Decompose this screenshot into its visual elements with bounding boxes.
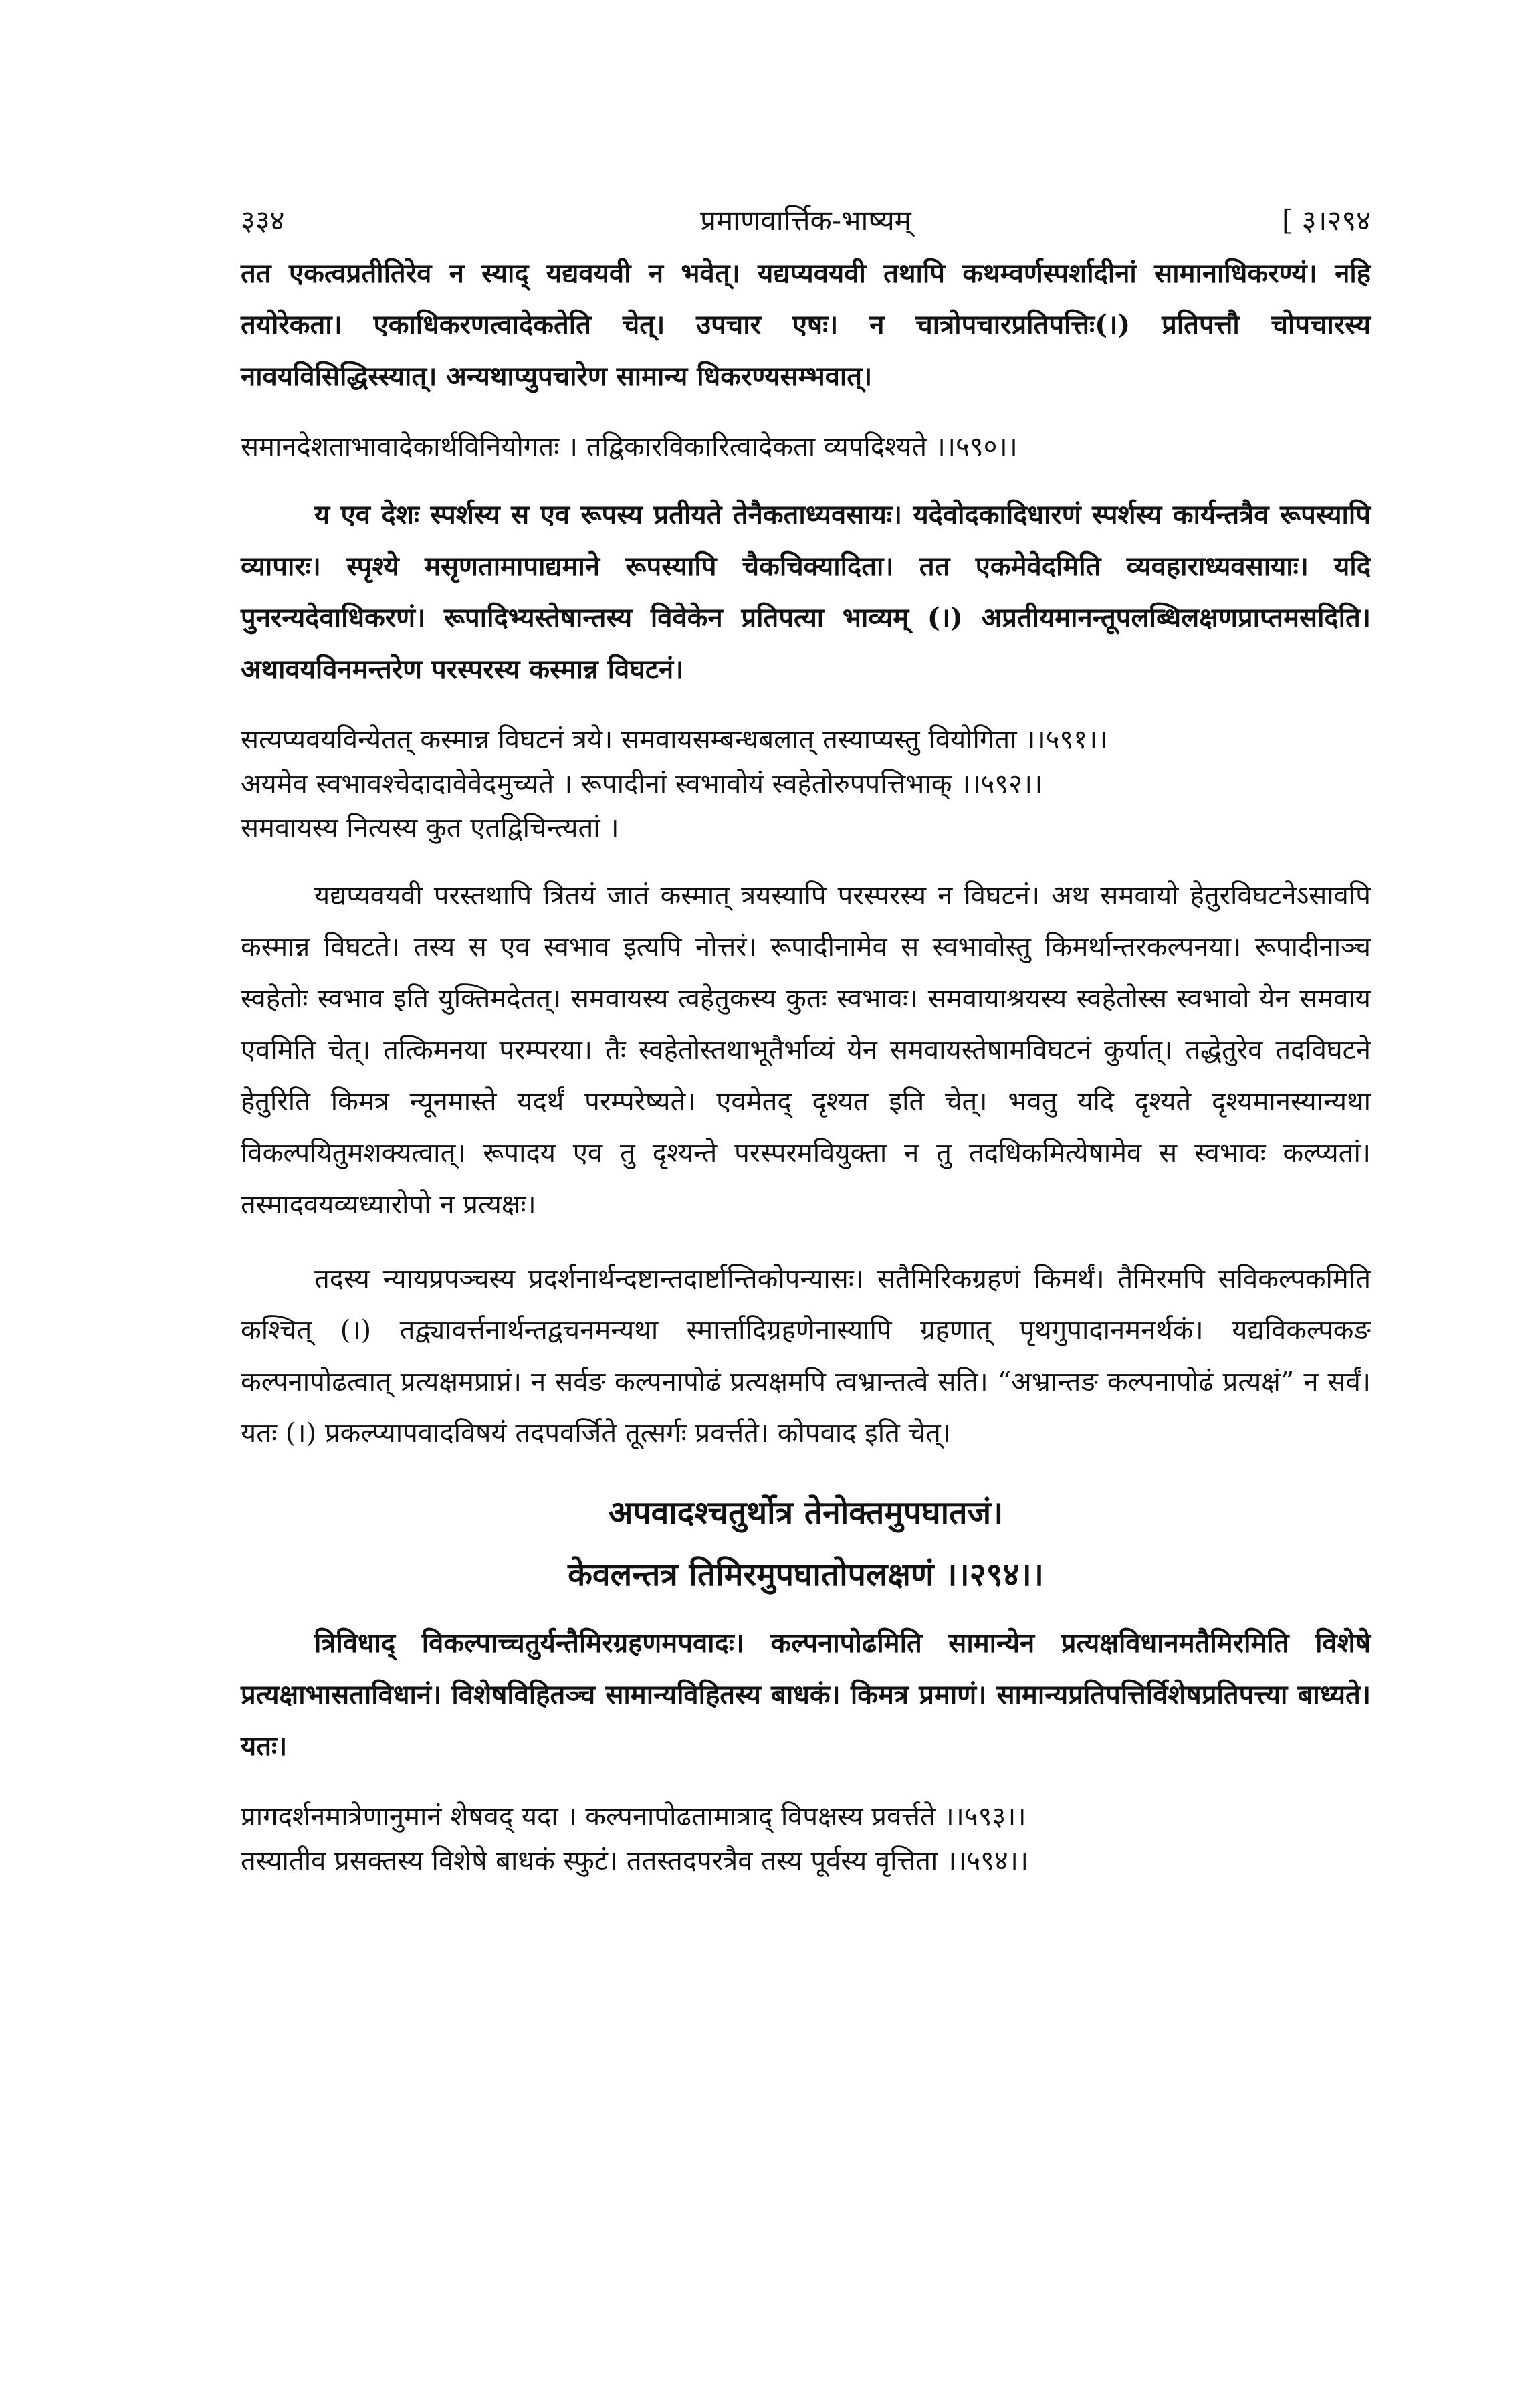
karika-line: प्रागदर्शनमात्रेणानुमानं शेषवद् यदा । कल्पनापोढतामात्राद् विपक्षस्य प्रवर्त्तते ।।५९३।। — [241, 1801, 1026, 1832]
commentary-paragraph: यद्यप्यवयवी परस्तथापि त्रितयं जातं कस्मात् त्रयस्यापि परस्परस्य न विघटनं। अथ समवायो हेतुरविघटनेऽसावपि कस्मान्न विघटते। तस्य स एव स्वभाव इत्यपि नोत्तरं। रूपादीनामेव स स्वभावोस्तु किमर्थान्तरकल्पनया। रूपादीनाञ्च स्वहेतोः स्वभाव इति युक्तिमदेतत्। समवायस्य त्वहेतुकस्य कुतः स्वभावः। समवायाश्रयस्य स्वहेतोस्स स्वभावो येन समवाय एवमिति चेत्। तत्किमनया परम्परया। तैः स्वहेतोस्तथाभूतैर्भाव्यं येन समवायस्तेषामविघटनं कुर्यात्। तद्धेतुरेव तदविघटने हेतुरिति किमत्र न्यूनमास्ते यदर्थं परम्परेष्यते। एवमेतद् दृश्यत इति चेत्। भवतु यदि दृश्यते दृश्यमानस्यान्यथा विकल्पयितुमशक्यत्वात्। रूपादय एव तु दृश्यन्ते परस्परमवियुक्ता न तु तदधिकमित्येषामेव स स्वभावः कल्प्यतां। तस्मादवयव्यध्यारोपो न प्रत्यक्षः। — [241, 880, 1371, 1220]
commentary-paragraph: तदस्य न्यायप्रपञ्चस्य प्रदर्शनार्थन्दष्टान्तदार्ष्टान्तिकोपन्यासः। सतैमिरिकग्रहणं किमर्थं। तैमिरमपि सविकल्पकमिति कश्चित् (।) तद्व्यावर्त्तनार्थन्तद्वचनमन्यथा स्मार्त्तादिग्रहणेनास्यापि ग्रहणात् पृथगुपादानमनर्थकं। यद्यविकल्पकङ कल्पनापोढत्वात् प्रत्यक्षमप्राप्नं। न सर्वङ कल्पनापोढं प्रत्यक्षमपि त्वभ्रान्तत्वे सति। “अभ्रान्तङ कल्पनापोढं प्रत्यक्षं” न सर्वं। यतः (।) प्रकल्प्यापवादविषयं तदपवर्जिते तूत्सर्गः प्रवर्त्तते। कोपवाद इति चेत्। — [241, 1264, 1371, 1449]
page-number: ३३४ — [241, 204, 285, 237]
verse-reference: [ ३।२९४ — [1281, 204, 1371, 237]
karika-line: समवायस्य नित्यस्य कुत एतद्विचिन्त्यतां । — [241, 813, 619, 843]
main-verse-line: केवलन्तत्र तिमिरमुपघातोपलक्षणं ।।२९४।। — [568, 1556, 1044, 1593]
karika-block — [241, 425, 1371, 469]
page-header — [241, 201, 1371, 247]
karika-line: समानदेशताभावादेकार्थविनियोगतः । तद्विकारविकारित्वादेकता व्यपदिश्यते ।।५९०।। — [241, 431, 1018, 462]
karika-block — [241, 1795, 1371, 1883]
main-verse — [241, 1482, 1371, 1605]
karika-line: अयमेव स्वभावश्चेदादावेवेदमुच्यते । रूपादीनां स्वभावोयं स्वहेतोरुपपत्तिभाक् ।।५९२।। — [241, 769, 1043, 799]
main-verse-line: अपवादश्चतुर्थोत्र तेनोक्तमुपघातजं। — [608, 1494, 1004, 1532]
commentary-paragraph: त्रिविधाद् विकल्पाच्चतुर्यन्तैमिरग्रहणमपवादः। कल्पनापोढमिति सामान्येन प्रत्यक्षविधानमतैमिरमिति विशेषे प्रत्यक्षाभासताविधानं। विशेषविहितञ्च सामान्यविहितस्य बाधकं। किमत्र प्रमाणं। सामान्यप्रतिपत्तिर्विशेषप्रतिपत्त्या बाध्यते। यतः। — [241, 1627, 1371, 1762]
commentary-paragraph: य एव देशः स्पर्शस्य स एव रूपस्य प्रतीयते तेनैकताध्यवसायः। यदेवोदकादिधारणं स्पर्शस्य कार्यन्तत्रैव रूपस्यापि व्यापारः। स्पृश्ये मसृणतामापाद्यमाने रूपस्यापि चैकचिक्यादिता। तत एकमेवेदमिति व्यवहाराध्यवसायाः। यदि पुनरन्यदेवाधिकरणं। रूपादिभ्यस्तेषान्तस्य विवेकेन प्रतिपत्या भाव्यम् (।) अप्रतीयमानन्तूपलब्धिलक्षणप्राप्तमसदिति। अथावयविनमन्तरेण परस्परस्य कस्मान्न विघटनं। — [241, 499, 1371, 685]
running-title: प्रमाणवार्त्तिक-भाष्यम् — [700, 204, 911, 237]
karika-line: सत्यप्यवयविन्येतत् कस्मान्न विघटनं त्रये। समवायसम्बन्धबलात् तस्याप्यस्तु वियोगिता ।।५९१।। — [241, 724, 1108, 755]
commentary-paragraph: तत एकत्वप्रतीतिरेव न स्याद् यद्यवयवी न भवेत्। यद्यप्यवयवी तथापि कथम्वर्णस्पर्शादीनां सामानाधिकरण्यं। नहि तयोरेकता। एकाधिकरणत्वादेकतेति चेत्। उपचार एषः। न चात्रोपचारप्रतिपत्तिः(।) प्रतिपत्तौ चोपचारस्य नावयविसिद्धिस्स्यात्। अन्यथाप्युपचारेण सामान्य धिकरण्यसम्भवात्। — [241, 258, 1371, 392]
document-page — [241, 201, 1371, 1903]
karika-block — [241, 718, 1371, 850]
karika-line: तस्यातीव प्रसक्तस्य विशेषे बाधकं स्फुटं। ततस्तदपरत्रैव तस्य पूर्वस्य वृत्तिता ।।५९४।। — [241, 1845, 1029, 1876]
